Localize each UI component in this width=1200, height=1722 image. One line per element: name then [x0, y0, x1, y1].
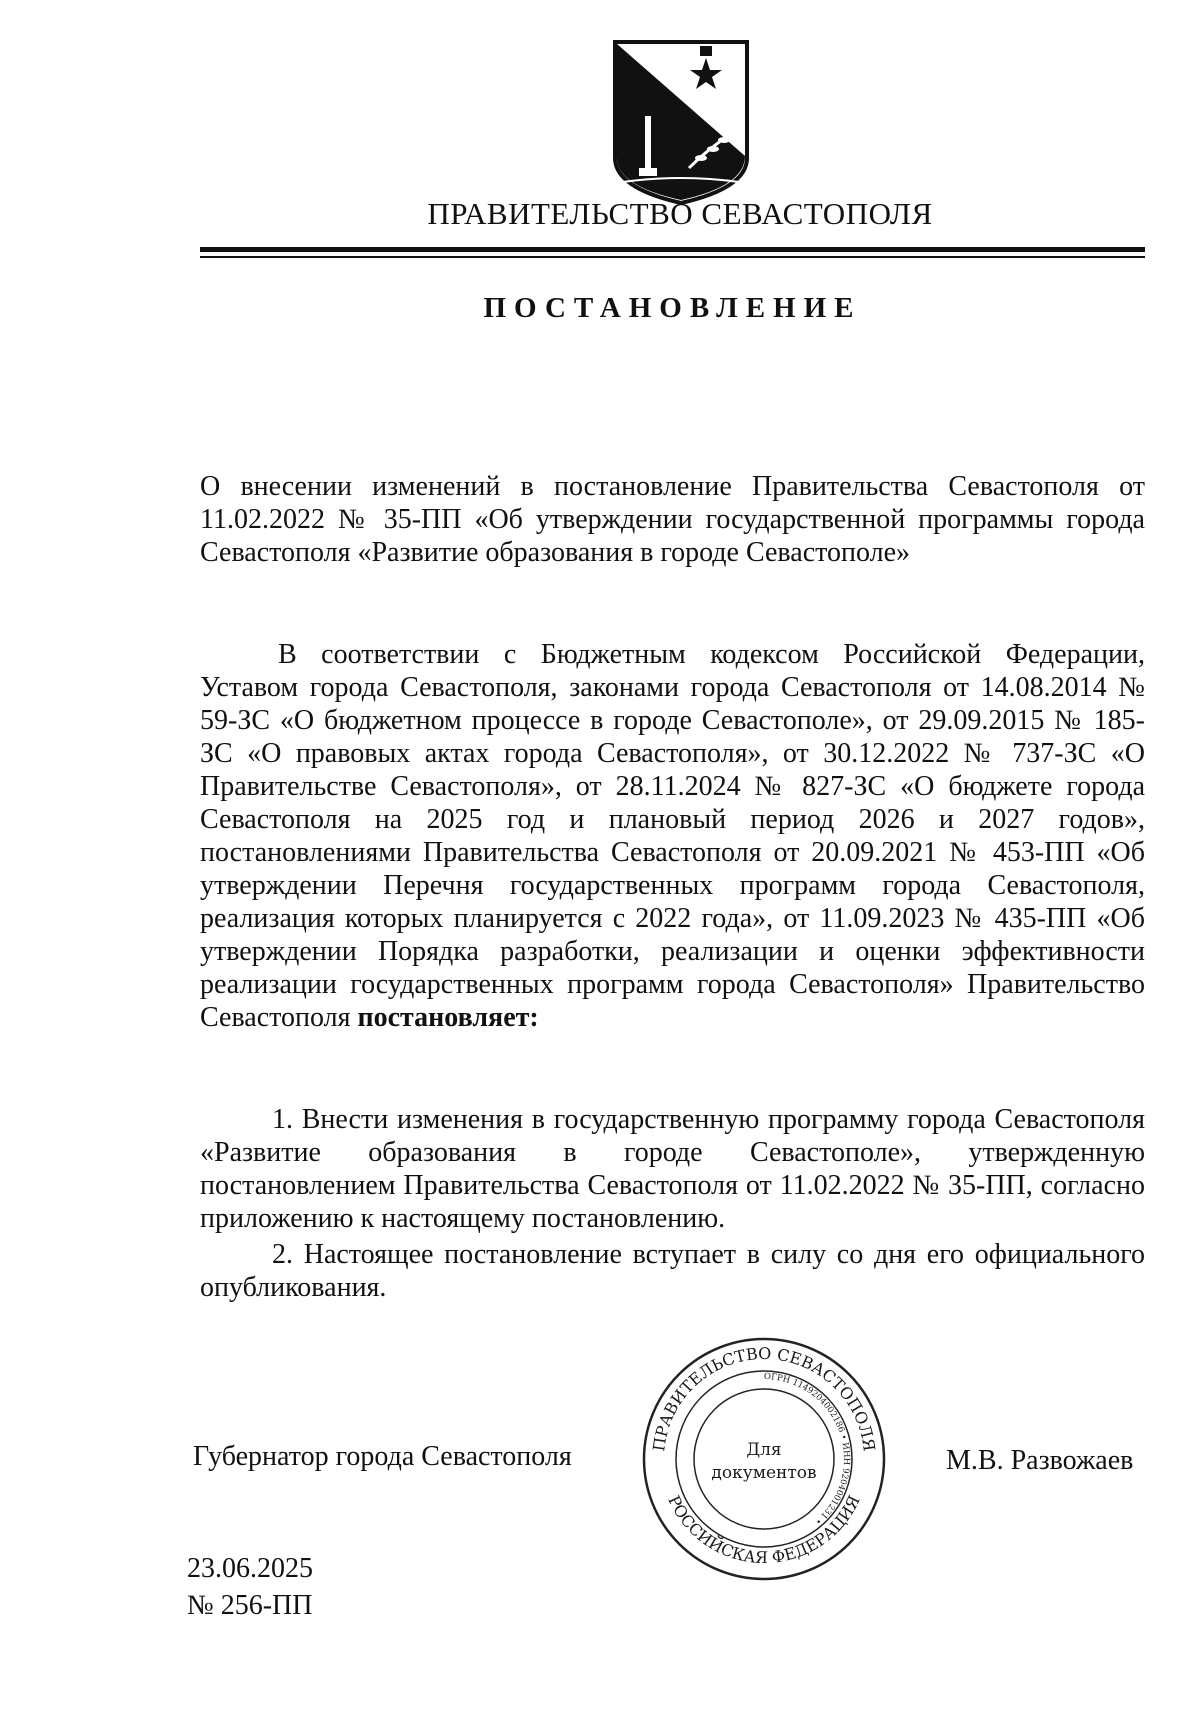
seal-center-line1: Для — [746, 1440, 782, 1460]
signatory-name: М.В. Развожаев — [946, 1445, 1134, 1476]
document-date: 23.06.2025 — [187, 1553, 313, 1584]
document-subject: О внесении изменений в постановление Правительства Севастополя от 11.02.2022 № 35-ПП «Об утверждении государственной программы города Севастополя «Развитие образования в городе Севастополе» — [200, 471, 1145, 568]
seal-outer-top-text: ПРАВИТЕЛЬСТВО СЕВАСТОПОЛЯ — [649, 1343, 879, 1453]
seal-inner-ring-text: ОГРН 1149204002186 • ИНН 9204001231 • — [763, 1371, 852, 1527]
sevastopol-coat-of-arms-icon — [611, 38, 751, 208]
seal-outer-bottom-text: РОССИЙСКАЯ ФЕДЕРАЦИЯ — [664, 1492, 864, 1568]
official-seal — [640, 1335, 888, 1583]
list-item: 2. Настоящее постановление вступает в силу со дня его официального опубликования. — [200, 1239, 1145, 1303]
list-item: 1. Внести изменения в государственную программу города Севастополя «Развитие образования в городе Севастополе», утвержденную постановлением Правительства Севастополя от 11.02.2022 № 35-ПП, согласно приложению к настоящему постановлению. — [200, 1104, 1145, 1234]
seal-center-line2: документов — [711, 1463, 817, 1483]
header-rule-thin — [200, 256, 1145, 258]
document-type: ПОСТАНОВЛЕНИЕ — [483, 292, 862, 324]
header-rule-thick — [200, 247, 1145, 252]
signatory-role: Губернатор города Севастополя — [193, 1441, 572, 1472]
preamble-text: В соответствии с Бюджетным кодексом Российской Федерации, Уставом города Севастополя, законами города Севастополя от 14.08.2014 № 59-ЗС «О бюджетном процессе в городе Севастополе», от 29.09.2015 № 185-ЗС «О правовых актах города Севастополя», от 30.12.2022 № 737-ЗС «О Правительстве Севастополя», от 28.11.2024 № 827-ЗС «О бюджете города Севастополя на 2025 год и плановый период 2026 и 2027 годов», постановлениями Правительства Севастополя от 20.09.2021 № 453-ПП «Об утверждении Перечня государственных программ города Севастополя, реализация которых планируется с 2022 года», от 11.09.2023 № 435-ПП «Об утверждении Порядка разработки, реализации и оценки эффективности реализации государственных программ города Севастополя» Правительство Севастополя — [200, 639, 1145, 1033]
document-number: № 256-ПП — [187, 1590, 313, 1621]
government-name: ПРАВИТЕЛЬСТВО СЕВАСТОПОЛЯ — [427, 196, 933, 231]
preamble — [200, 638, 1145, 1034]
resolves-word: постановляет: — [357, 1002, 539, 1033]
